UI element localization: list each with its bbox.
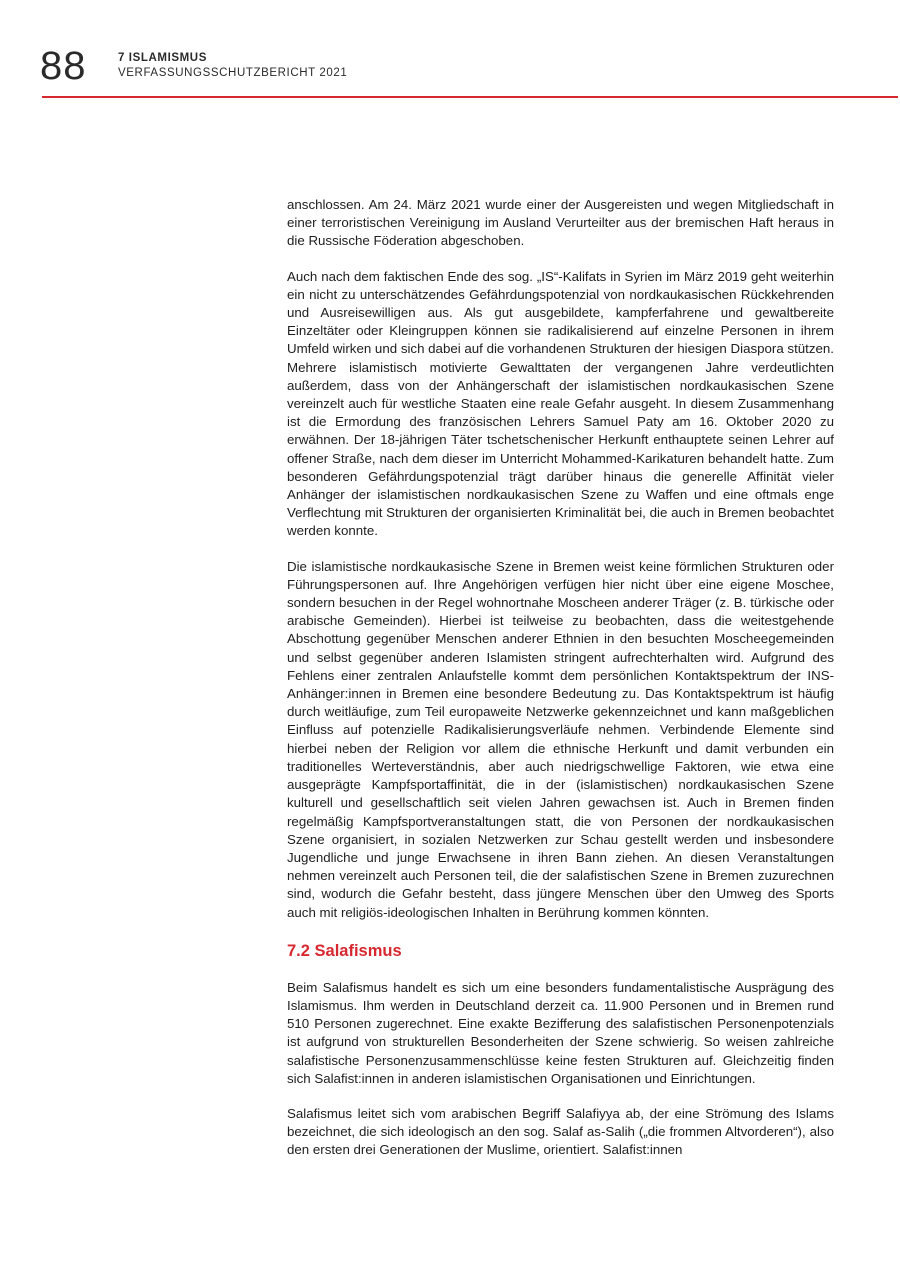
paragraph: Salafismus leitet sich vom arabischen Begriff Salafiyya ab, der eine Strömung des Islams bezeichnet, die sich ideologisch an den sog. Salaf as-Salih („die frommen Altvorderen“), also den ersten drei Generationen der Muslime, orientiert. Salafist:innen (287, 1105, 834, 1158)
report-title: VERFASSUNGSSCHUTZBERICHT 2021 (118, 67, 348, 79)
header-divider (42, 96, 898, 98)
paragraph: anschlossen. Am 24. März 2021 wurde einer der Ausgereisten und wegen Mitgliedschaft in einer terroristischen Vereinigung im Ausland Verurteilter aus der bremischen Haft heraus in die Russische Föderation abgeschoben. (287, 197, 834, 249)
chapter-title: 7 ISLAMISMUS (118, 52, 207, 64)
paragraph: Beim Salafismus handelt es sich um eine besonders fundamentalistische Ausprägung des Islamismus. Ihm werden in Deutschland derzeit ca. 11.900 Personen und in Bremen rund 510 Personen zugerechnet. Eine exakte Bezifferung des salafistischen Personenpotenzials ist aufgrund von strukturellen Besonderheiten der Szene schwierig. So weisen zahlreiche salafistische Personenzusammenschlüsse keine festen Strukturen auf. Gleichzeitig finden sich Salafist:innen in anderen islamistischen Organisationen und Einrichtungen. (287, 979, 834, 1086)
paragraph: Die islamistische nordkaukasische Szene in Bremen weist keine förmlichen Strukturen oder Führungspersonen auf. Ihre Angehörigen verfügen hier nicht über eine eigene Moschee, sondern besuchen in der Regel wohnortnahe Moscheen anderer Träger (z. B. türkische oder arabische Gemeinden). Hierbei ist teilweise zu beobachten, dass die weitestgehende Abschottung gegenüber Menschen anderer Ethnien in den besuchten Moscheegemeinden und selbst gegenüber anderen Islamisten stringent aufrechterhalten wird. Aufgrund des Fehlens einer zentralen Anlaufstelle kommt dem persönlichen Kontaktspektrum der INS-Anhänger:innen in Bremen eine besondere Bedeutung zu. Das Kontaktspektrum ist häufig durch weitläufige, zum Teil europaweite Netzwerke gekennzeichnet und kann maßgeblichen Einfluss auf potenzielle Radikalisierungsverläufe nehmen. Verbindende Elemente sind hierbei neben der Religion vor allem die ethnische Herkunft und damit verbunden ein traditionelles Werteverständnis, aber auch niedrigschwellige Faktoren, wie etwa eine ausgeprägte Kampfsportaffinität, die in der (islamistischen) nordkaukasischen Szene kulturell und gesellschaftlich seit vielen Jahren gewachsen ist. Auch in Bremen finden regelmäßig Kampfsportveranstaltungen statt, die von Personen der nordkaukasischen Szene organisiert, in sozialen Netzwerken zur Schau gestellt werden und insbesondere Jugendliche und junge Erwachsene in ihren Bann ziehen. An diesen Veranstaltungen nehmen vereinzelt auch Personen teil, die der salafistischen Szene in Bremen zuzurechnen sind, wodurch die Gefahr besteht, dass jüngere Menschen über den Umweg des Sports auch mit religiös-ideologischen Inhalten in Berührung kommen könnten. (287, 558, 834, 920)
page-header (0, 0, 900, 100)
page-number: 88 (40, 44, 87, 88)
section-heading: 7.2 Salafismus (287, 941, 402, 960)
main-text (287, 196, 834, 1177)
paragraph: Auch nach dem faktischen Ende des sog. „IS“-Kalifats in Syrien im März 2019 geht weiterhin ein nicht zu unterschätzendes Gefährdungspotenzial von nordkaukasischen Rückkehrenden und Ausreisewilligen aus. Als gut ausgebildete, kampferfahrene und gewaltbereite Einzeltäter oder Kleingruppen können sie radikalisierend auf einzelne Personen in ihrem Umfeld wirken und sich dabei auf die vorhandenen Strukturen der hiesigen Diaspora stützen. Mehrere islamistisch motivierte Gewalttaten der vergangenen Jahre verdeutlichten außerdem, dass von der Anhängerschaft der islamistischen nordkaukasischen Szene vereinzelt auch für westliche Staaten eine reale Gefahr ausgeht. In diesem Zusammenhang ist die Ermordung des französischen Lehrers Samuel Paty am 16. Oktober 2020 zu erwähnen. Der 18-jährigen Täter tschetschenischer Herkunft enthauptete seinen Lehrer auf offener Straße, nach dem dieser im Unterricht Mohammed-Karikaturen behandelt hatte. Zum besonderen Gefährdungspotenzial trägt darüber hinaus die generelle Affinität vieler Anhänger der islamistischen nordkaukasischen Szene zu Waffen und eine oftmals enge Verflechtung mit Strukturen der organisierten Kriminalität bei, die auch in Bremen beobachtet werden konnte. (287, 268, 834, 539)
